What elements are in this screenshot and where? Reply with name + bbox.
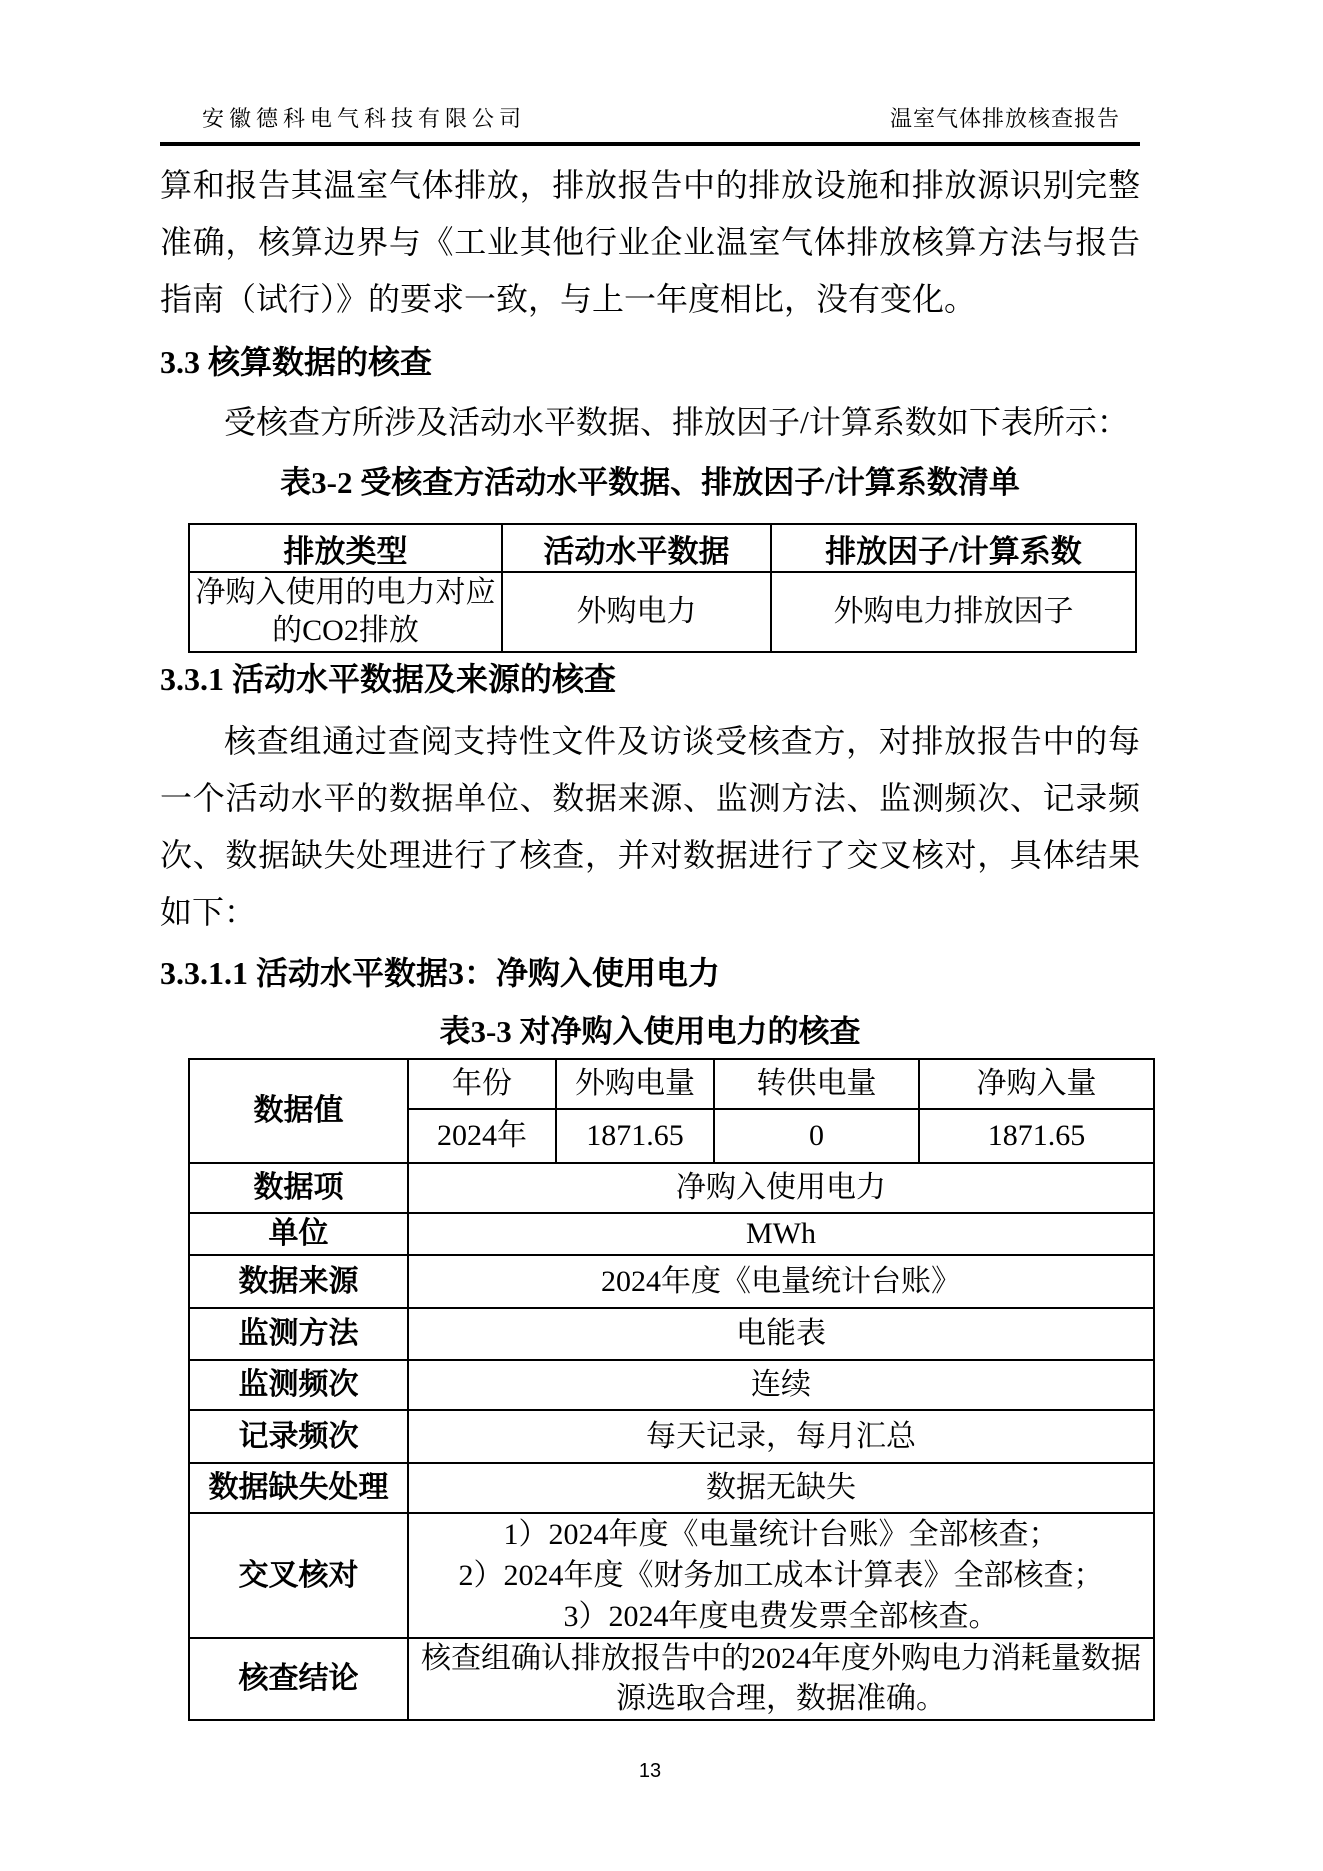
table-3-3: [188, 1058, 1155, 1721]
table-row: [189, 1213, 1154, 1255]
table-3-2-header-emission-factor: 排放因子/计算系数: [771, 524, 1136, 572]
paragraph-accounting-boundary: 算和报告其温室气体排放，排放报告中的排放设施和排放源识别完整准确，核算边界与《工业其他行业企业温室气体排放核算方法与报告指南（试行）》的要求一致，与上一年度相比，没有变化。: [160, 167, 1140, 317]
table-3-3-subheader-transferred: 转供电量: [714, 1059, 919, 1109]
section-heading-3-3: 3.3 核算数据的核查: [160, 344, 433, 380]
table-3-3-label-record-frequency: 记录频次: [189, 1410, 408, 1463]
table-row: [189, 1513, 1154, 1638]
table-3-3-value-monitoring-method: 电能表: [408, 1308, 1154, 1360]
table-3-3-value-unit: MWh: [408, 1213, 1154, 1255]
table-row: [189, 1638, 1154, 1720]
cross-check-line-3: 3）2024年度电费发票全部核查。: [563, 1600, 999, 1633]
page-number: 13: [638, 1760, 662, 1782]
table-3-3-value-year: 2024年: [408, 1109, 556, 1163]
table-3-2: [188, 523, 1137, 653]
table-3-3-value-cross-check: [408, 1513, 1154, 1638]
table-3-3-label-data-item: 数据项: [189, 1163, 408, 1213]
table-3-2-header-activity-data: 活动水平数据: [502, 524, 771, 572]
table-3-3-value-transferred: 0: [714, 1109, 919, 1163]
table-row: [189, 572, 1136, 652]
table-3-2-header-emission-type: 排放类型: [189, 524, 502, 572]
table-3-2-cell-activity-data: 外购电力: [502, 572, 771, 652]
table-row: [189, 1308, 1154, 1360]
table-3-3-value-conclusion: 核查组确认排放报告中的2024年度外购电力消耗量数据源选取合理，数据准确。: [408, 1638, 1154, 1720]
cross-check-line-2: 2）2024年度《财务加工成本计算表》全部核查；: [458, 1559, 1104, 1592]
table-3-3-label-data-value: 数据值: [189, 1059, 408, 1163]
table-3-3-subheader-row: [189, 1059, 1154, 1109]
table-row: [189, 1255, 1154, 1308]
paragraph-table-intro: 受核查方所涉及活动水平数据、排放因子/计算系数如下表所示：: [224, 404, 1129, 440]
table-row: [189, 1410, 1154, 1463]
table-3-3-label-monitoring-frequency: 监测频次: [189, 1360, 408, 1410]
page-header: [160, 106, 1140, 146]
page-content: [160, 0, 1140, 1785]
table-3-2-cell-emission-type: 净购入使用的电力对应的CO2排放: [189, 572, 502, 652]
table-3-3-value-missing-data: 数据无缺失: [408, 1463, 1154, 1513]
table-3-3-value-data-item: 净购入使用电力: [408, 1163, 1154, 1213]
table-row: [189, 1163, 1154, 1213]
table-3-3-label-conclusion: 核查结论: [189, 1638, 408, 1720]
table-3-2-header-row: [189, 524, 1136, 572]
table-3-3-subheader-purchased: 外购电量: [556, 1059, 714, 1109]
table-row: [189, 1360, 1154, 1410]
table-row: [189, 1463, 1154, 1513]
table-3-3-subheader-net-purchase: 净购入量: [919, 1059, 1154, 1109]
cross-check-line-1: 1）2024年度《电量统计台账》全部核查；: [503, 1518, 1059, 1551]
table-3-3-value-data-source: 2024年度《电量统计台账》: [408, 1255, 1154, 1308]
table-3-3-value-net-purchase: 1871.65: [919, 1109, 1154, 1163]
table-3-2-caption: 表3-2 受核查方活动水平数据、排放因子/计算系数清单: [280, 465, 1020, 500]
table-3-3-value-monitoring-frequency: 连续: [408, 1360, 1154, 1410]
header-report-title: 温室气体排放核查报告: [889, 106, 1120, 131]
table-3-3-label-data-source: 数据来源: [189, 1255, 408, 1308]
table-3-3-subheader-year: 年份: [408, 1059, 556, 1109]
table-3-3-value-purchased: 1871.65: [556, 1109, 714, 1163]
table-3-3-label-missing-data: 数据缺失处理: [189, 1463, 408, 1513]
table-3-3-label-unit: 单位: [189, 1213, 408, 1255]
table-3-3-caption: 表3-3 对净购入使用电力的核查: [439, 1014, 861, 1049]
table-3-2-cell-emission-factor: 外购电力排放因子: [771, 572, 1136, 652]
table-3-3-value-record-frequency: 每天记录，每月汇总: [408, 1410, 1154, 1463]
table-3-3-label-monitoring-method: 监测方法: [189, 1308, 408, 1360]
paragraph-verification-process: 核查组通过查阅支持性文件及访谈受核查方，对排放报告中的每一个活动水平的数据单位、数据来源、监测方法、监测频次、记录频次、数据缺失处理进行了核查，并对数据进行了交叉核对，具体结果如下：: [160, 723, 1140, 930]
section-heading-3-3-1-1: 3.3.1.1 活动水平数据3：净购入使用电力: [160, 955, 721, 991]
section-heading-3-3-1: 3.3.1 活动水平数据及来源的核查: [160, 661, 617, 697]
table-3-3-label-cross-check: 交叉核对: [189, 1513, 408, 1638]
header-company-name: 安徽德科电气科技有限公司: [202, 106, 527, 131]
